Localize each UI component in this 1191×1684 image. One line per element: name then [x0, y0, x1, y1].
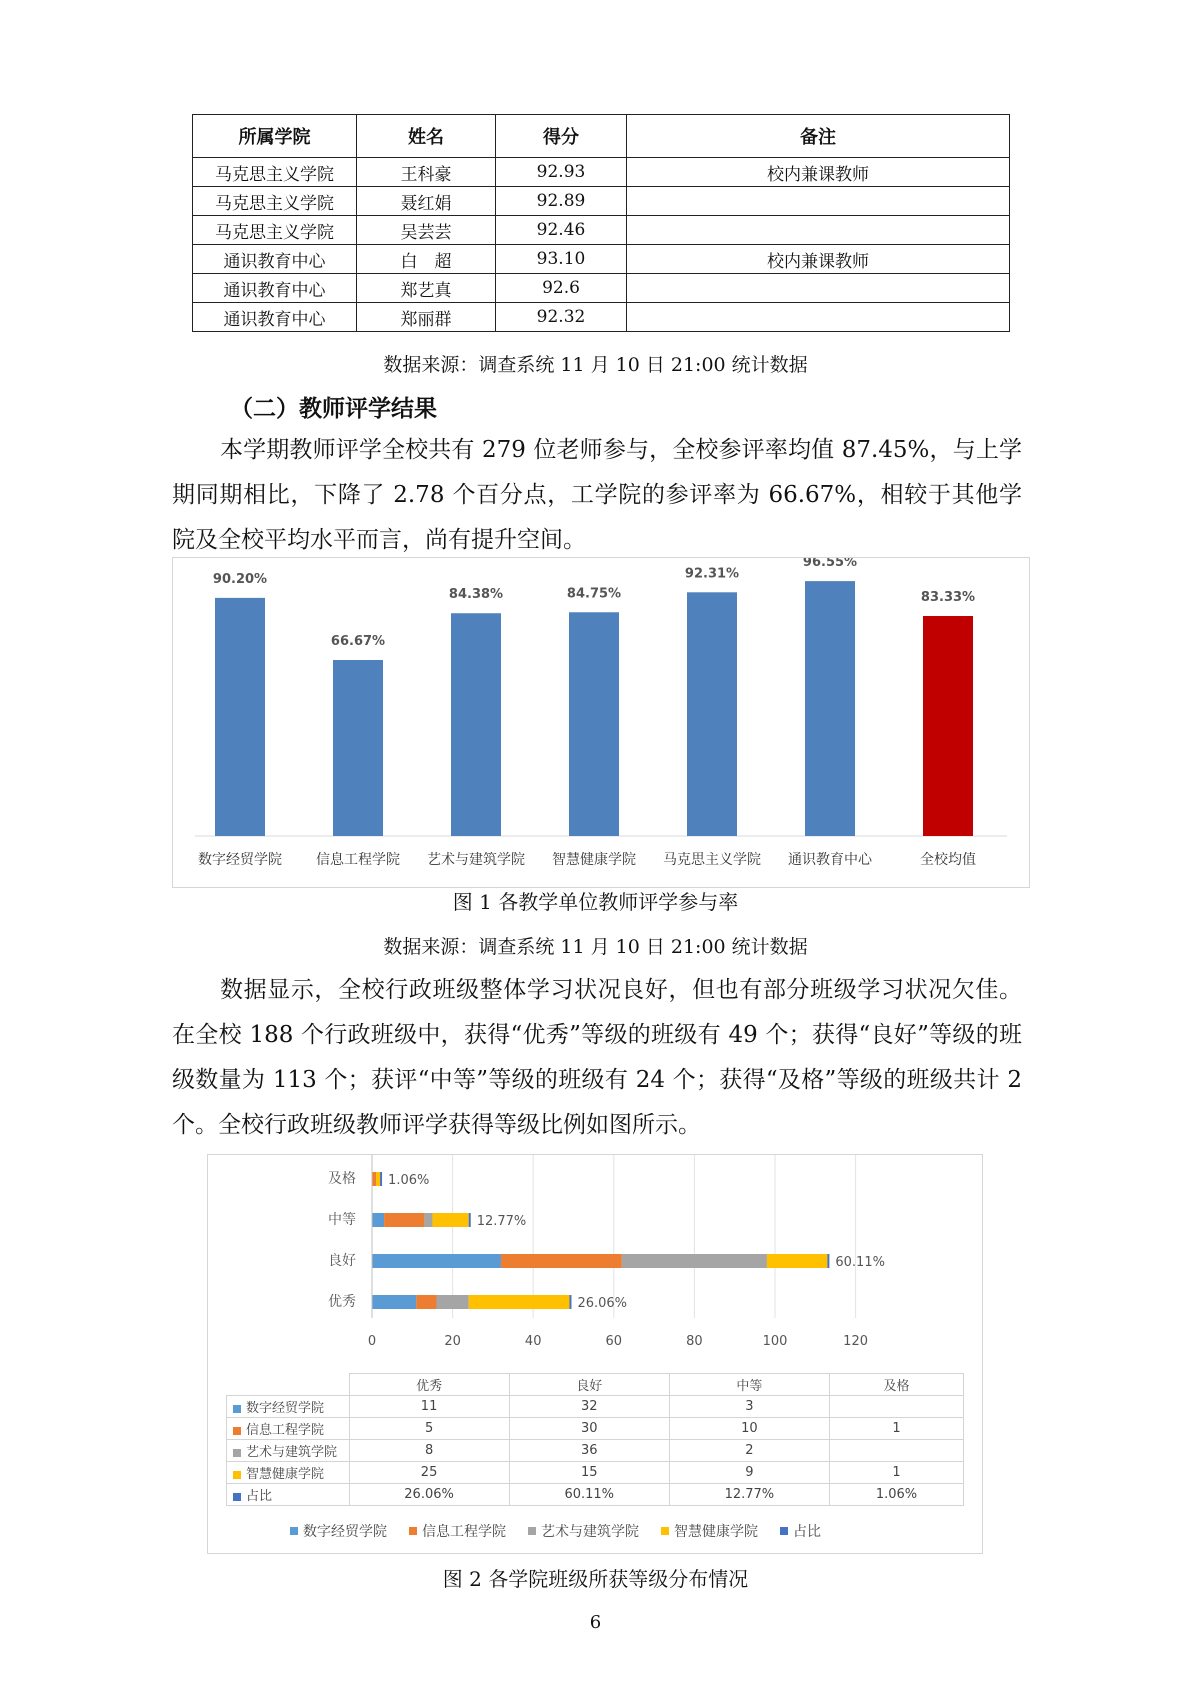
- table-cell: 通识教育中心: [193, 245, 357, 274]
- bar: [215, 598, 265, 836]
- legend-item: [661, 1521, 758, 1541]
- data-cell: 15: [509, 1462, 669, 1484]
- bar-value-label: 83.33%: [920, 590, 976, 606]
- table-cell: 吴芸芸: [357, 216, 496, 245]
- x-category-label: 马克思主义学院: [663, 852, 761, 868]
- data-cell: 26.06%: [349, 1484, 509, 1506]
- y-category-label: 优秀: [328, 1294, 356, 1310]
- table-cell: 马克思主义学院: [193, 187, 357, 216]
- series-name: 信息工程学院: [246, 1423, 325, 1438]
- table-row: [193, 245, 1010, 274]
- x-category-label: 艺术与建筑学院: [427, 852, 525, 868]
- legend-item: [409, 1521, 506, 1541]
- legend-swatch: [661, 1527, 669, 1535]
- table-cell: 郑丽群: [357, 303, 496, 332]
- bar-value-label: 90.20%: [212, 571, 268, 587]
- bar-value-label: 96.55%: [802, 558, 858, 571]
- table-row: [193, 158, 1010, 187]
- data-cell: 1.06%: [829, 1484, 963, 1506]
- data-cell: 8: [349, 1440, 509, 1462]
- data-cell: 2: [669, 1440, 829, 1462]
- bar: [805, 581, 855, 836]
- table-cell: 92.46: [496, 216, 627, 245]
- col-header: 得分: [496, 115, 627, 158]
- section-heading: （二）教师评学结果: [230, 396, 437, 422]
- table-cell: [627, 216, 1010, 245]
- data-cell: [829, 1440, 963, 1462]
- legend-swatch: [290, 1527, 298, 1535]
- figure-1-caption: 图 1 各教学单位教师评学参与率: [452, 890, 739, 914]
- legend-swatch: [780, 1527, 788, 1535]
- legend-item: [528, 1521, 639, 1541]
- grade-distribution-chart: [207, 1154, 983, 1554]
- data-col-header: 优秀: [349, 1374, 509, 1396]
- x-tick-label: 20: [444, 1334, 461, 1349]
- table-row: [193, 274, 1010, 303]
- legend-label: 信息工程学院: [422, 1524, 506, 1540]
- data-source-note: 数据来源：调查系统 11 月 10 日 21:00 统计数据: [383, 354, 808, 376]
- grade-distribution-chart-svg: [208, 1155, 982, 1370]
- bar: [923, 616, 973, 836]
- table-cell: 马克思主义学院: [193, 216, 357, 245]
- blank-cell: [227, 1374, 350, 1396]
- series-swatch: [233, 1471, 241, 1479]
- table-header-row: [193, 115, 1010, 158]
- share-label: 12.77%: [476, 1214, 527, 1229]
- legend-item: [290, 1521, 387, 1541]
- stacked-segment: [432, 1213, 468, 1227]
- x-tick-label: 0: [367, 1334, 377, 1349]
- stacked-segment: [469, 1295, 570, 1309]
- series-name: 数字经贸学院: [246, 1401, 325, 1416]
- score-table: [192, 114, 1010, 332]
- stacked-segment: [372, 1172, 376, 1186]
- share-marker: [569, 1295, 571, 1309]
- data-cell: 32: [509, 1396, 669, 1418]
- table-cell: 通识教育中心: [193, 303, 357, 332]
- table-cell: [627, 187, 1010, 216]
- stacked-segment: [372, 1295, 416, 1309]
- table-cell: 校内兼课教师: [627, 245, 1010, 274]
- col-header: 备注: [627, 115, 1010, 158]
- table-cell: 白 超: [357, 245, 496, 274]
- stacked-segment: [436, 1295, 468, 1309]
- x-tick-label: 60: [605, 1334, 623, 1349]
- bar: [451, 613, 501, 836]
- stacked-segment: [501, 1254, 622, 1268]
- grade-data-table: [226, 1373, 964, 1506]
- data-cell: 10: [669, 1418, 829, 1440]
- x-tick-label: 120: [843, 1334, 869, 1349]
- data-cell: 3: [669, 1396, 829, 1418]
- legend-label: 数字经贸学院: [303, 1524, 387, 1540]
- x-category-label: 数字经贸学院: [198, 852, 282, 868]
- data-cell: 11: [349, 1396, 509, 1418]
- col-header: 姓名: [357, 115, 496, 158]
- data-cell: 25: [349, 1462, 509, 1484]
- data-table-row: [227, 1462, 964, 1484]
- stacked-segment: [384, 1213, 424, 1227]
- data-cell: [829, 1396, 963, 1418]
- bar-value-label: 66.67%: [330, 633, 386, 649]
- y-category-label: 及格: [328, 1171, 356, 1187]
- stacked-segment: [376, 1172, 380, 1186]
- bar: [569, 612, 619, 836]
- table-cell: 92.6: [496, 274, 627, 303]
- series-name: 艺术与建筑学院: [246, 1445, 338, 1460]
- legend-label: 智慧健康学院: [674, 1524, 758, 1540]
- series-name-cell: [227, 1440, 350, 1462]
- x-category-label: 智慧健康学院: [552, 852, 636, 868]
- participation-chart: [172, 557, 1030, 888]
- data-table-row: [227, 1418, 964, 1440]
- data-table-row: [227, 1440, 964, 1462]
- x-tick-label: 80: [686, 1334, 703, 1349]
- data-cell: 5: [349, 1418, 509, 1440]
- series-name: 占比: [246, 1489, 273, 1504]
- bar-value-label: 92.31%: [684, 566, 740, 582]
- paragraph-2: 数据显示，全校行政班级整体学习状况良好，但也有部分班级学习状况欠佳。在全校 188 个行政班级中，获得“优秀”等级的班级有 49 个；获得“良好”等级的班级数量为 113 个；获评“中等”等级的班级有 24 个；获得“及格”等级的班级共计 2 个。全校行政班级教师评学获得等级比例如图所示。: [172, 977, 1022, 1138]
- table-cell: 王科豪: [357, 158, 496, 187]
- share-label: 1.06%: [388, 1173, 430, 1188]
- table-cell: [627, 303, 1010, 332]
- series-name-cell: [227, 1418, 350, 1440]
- table-cell: 92.89: [496, 187, 627, 216]
- table-cell: 马克思主义学院: [193, 158, 357, 187]
- share-marker: [380, 1172, 382, 1186]
- table-cell: 92.93: [496, 158, 627, 187]
- legend-label: 占比: [793, 1524, 821, 1540]
- stacked-segment: [622, 1254, 767, 1268]
- stacked-segment: [372, 1254, 501, 1268]
- share-marker: [469, 1213, 471, 1227]
- stacked-segment: [372, 1213, 384, 1227]
- page-number: 6: [589, 1612, 602, 1633]
- data-cell: 9: [669, 1462, 829, 1484]
- stacked-segment: [424, 1213, 432, 1227]
- legend-label: 艺术与建筑学院: [541, 1524, 639, 1540]
- data-source-note-2: 数据来源：调查系统 11 月 10 日 21:00 统计数据: [383, 936, 808, 958]
- bar: [333, 660, 383, 836]
- stacked-segment: [416, 1295, 436, 1309]
- table-cell: 校内兼课教师: [627, 158, 1010, 187]
- series-swatch: [233, 1493, 241, 1501]
- data-cell: 12.77%: [669, 1484, 829, 1506]
- stacked-segment: [767, 1254, 827, 1268]
- share-label: 26.06%: [577, 1296, 628, 1311]
- data-cell: 60.11%: [509, 1484, 669, 1506]
- x-tick-label: 100: [762, 1334, 788, 1349]
- table-row: [193, 187, 1010, 216]
- data-table-row: [227, 1484, 964, 1506]
- table-row: [193, 216, 1010, 245]
- table-cell: [627, 274, 1010, 303]
- data-table-row: [227, 1396, 964, 1418]
- share-label: 60.11%: [835, 1255, 885, 1270]
- bar-value-label: 84.38%: [448, 587, 504, 603]
- data-col-header: 中等: [669, 1374, 829, 1396]
- bar: [687, 592, 737, 836]
- series-swatch: [233, 1427, 241, 1435]
- figure-2-caption: 图 2 各学院班级所获等级分布情况: [442, 1567, 749, 1591]
- table-cell: 通识教育中心: [193, 274, 357, 303]
- bar-value-label: 84.75%: [566, 586, 622, 602]
- series-name-cell: [227, 1484, 350, 1506]
- x-category-label: 通识教育中心: [788, 852, 872, 868]
- data-col-header: 良好: [509, 1374, 669, 1396]
- data-cell: 36: [509, 1440, 669, 1462]
- data-cell: 1: [829, 1418, 963, 1440]
- paragraph-1: 本学期教师评学全校共有 279 位老师参与，全校参评率均值 87.45%，与上学期同期相比，下降了 2.78 个百分点，工学院的参评率为 66.67%，相较于其他学院及全校平均水平而言，尚有提升空间。: [172, 437, 1022, 553]
- data-col-header: 及格: [829, 1374, 963, 1396]
- table-row: [193, 303, 1010, 332]
- y-category-label: 良好: [328, 1253, 356, 1269]
- series-swatch: [233, 1449, 241, 1457]
- col-header: 所属学院: [193, 115, 357, 158]
- series-name-cell: [227, 1396, 350, 1418]
- data-cell: 1: [829, 1462, 963, 1484]
- legend-swatch: [528, 1527, 536, 1535]
- data-cell: 30: [509, 1418, 669, 1440]
- legend-swatch: [409, 1527, 417, 1535]
- table-cell: 93.10: [496, 245, 627, 274]
- x-category-label: 全校均值: [920, 852, 976, 868]
- series-name: 智慧健康学院: [246, 1467, 325, 1482]
- table-cell: 郑艺真: [357, 274, 496, 303]
- share-marker: [827, 1254, 829, 1268]
- data-table-header: [227, 1374, 964, 1396]
- x-tick-label: 40: [524, 1334, 542, 1349]
- table-cell: 92.32: [496, 303, 627, 332]
- chart-legend: [290, 1521, 821, 1541]
- x-category-label: 信息工程学院: [316, 852, 400, 868]
- y-category-label: 中等: [328, 1212, 356, 1228]
- participation-chart-svg: [173, 558, 1029, 887]
- legend-item: [780, 1521, 821, 1541]
- table-cell: 聂红娟: [357, 187, 496, 216]
- series-name-cell: [227, 1462, 350, 1484]
- series-swatch: [233, 1405, 241, 1413]
